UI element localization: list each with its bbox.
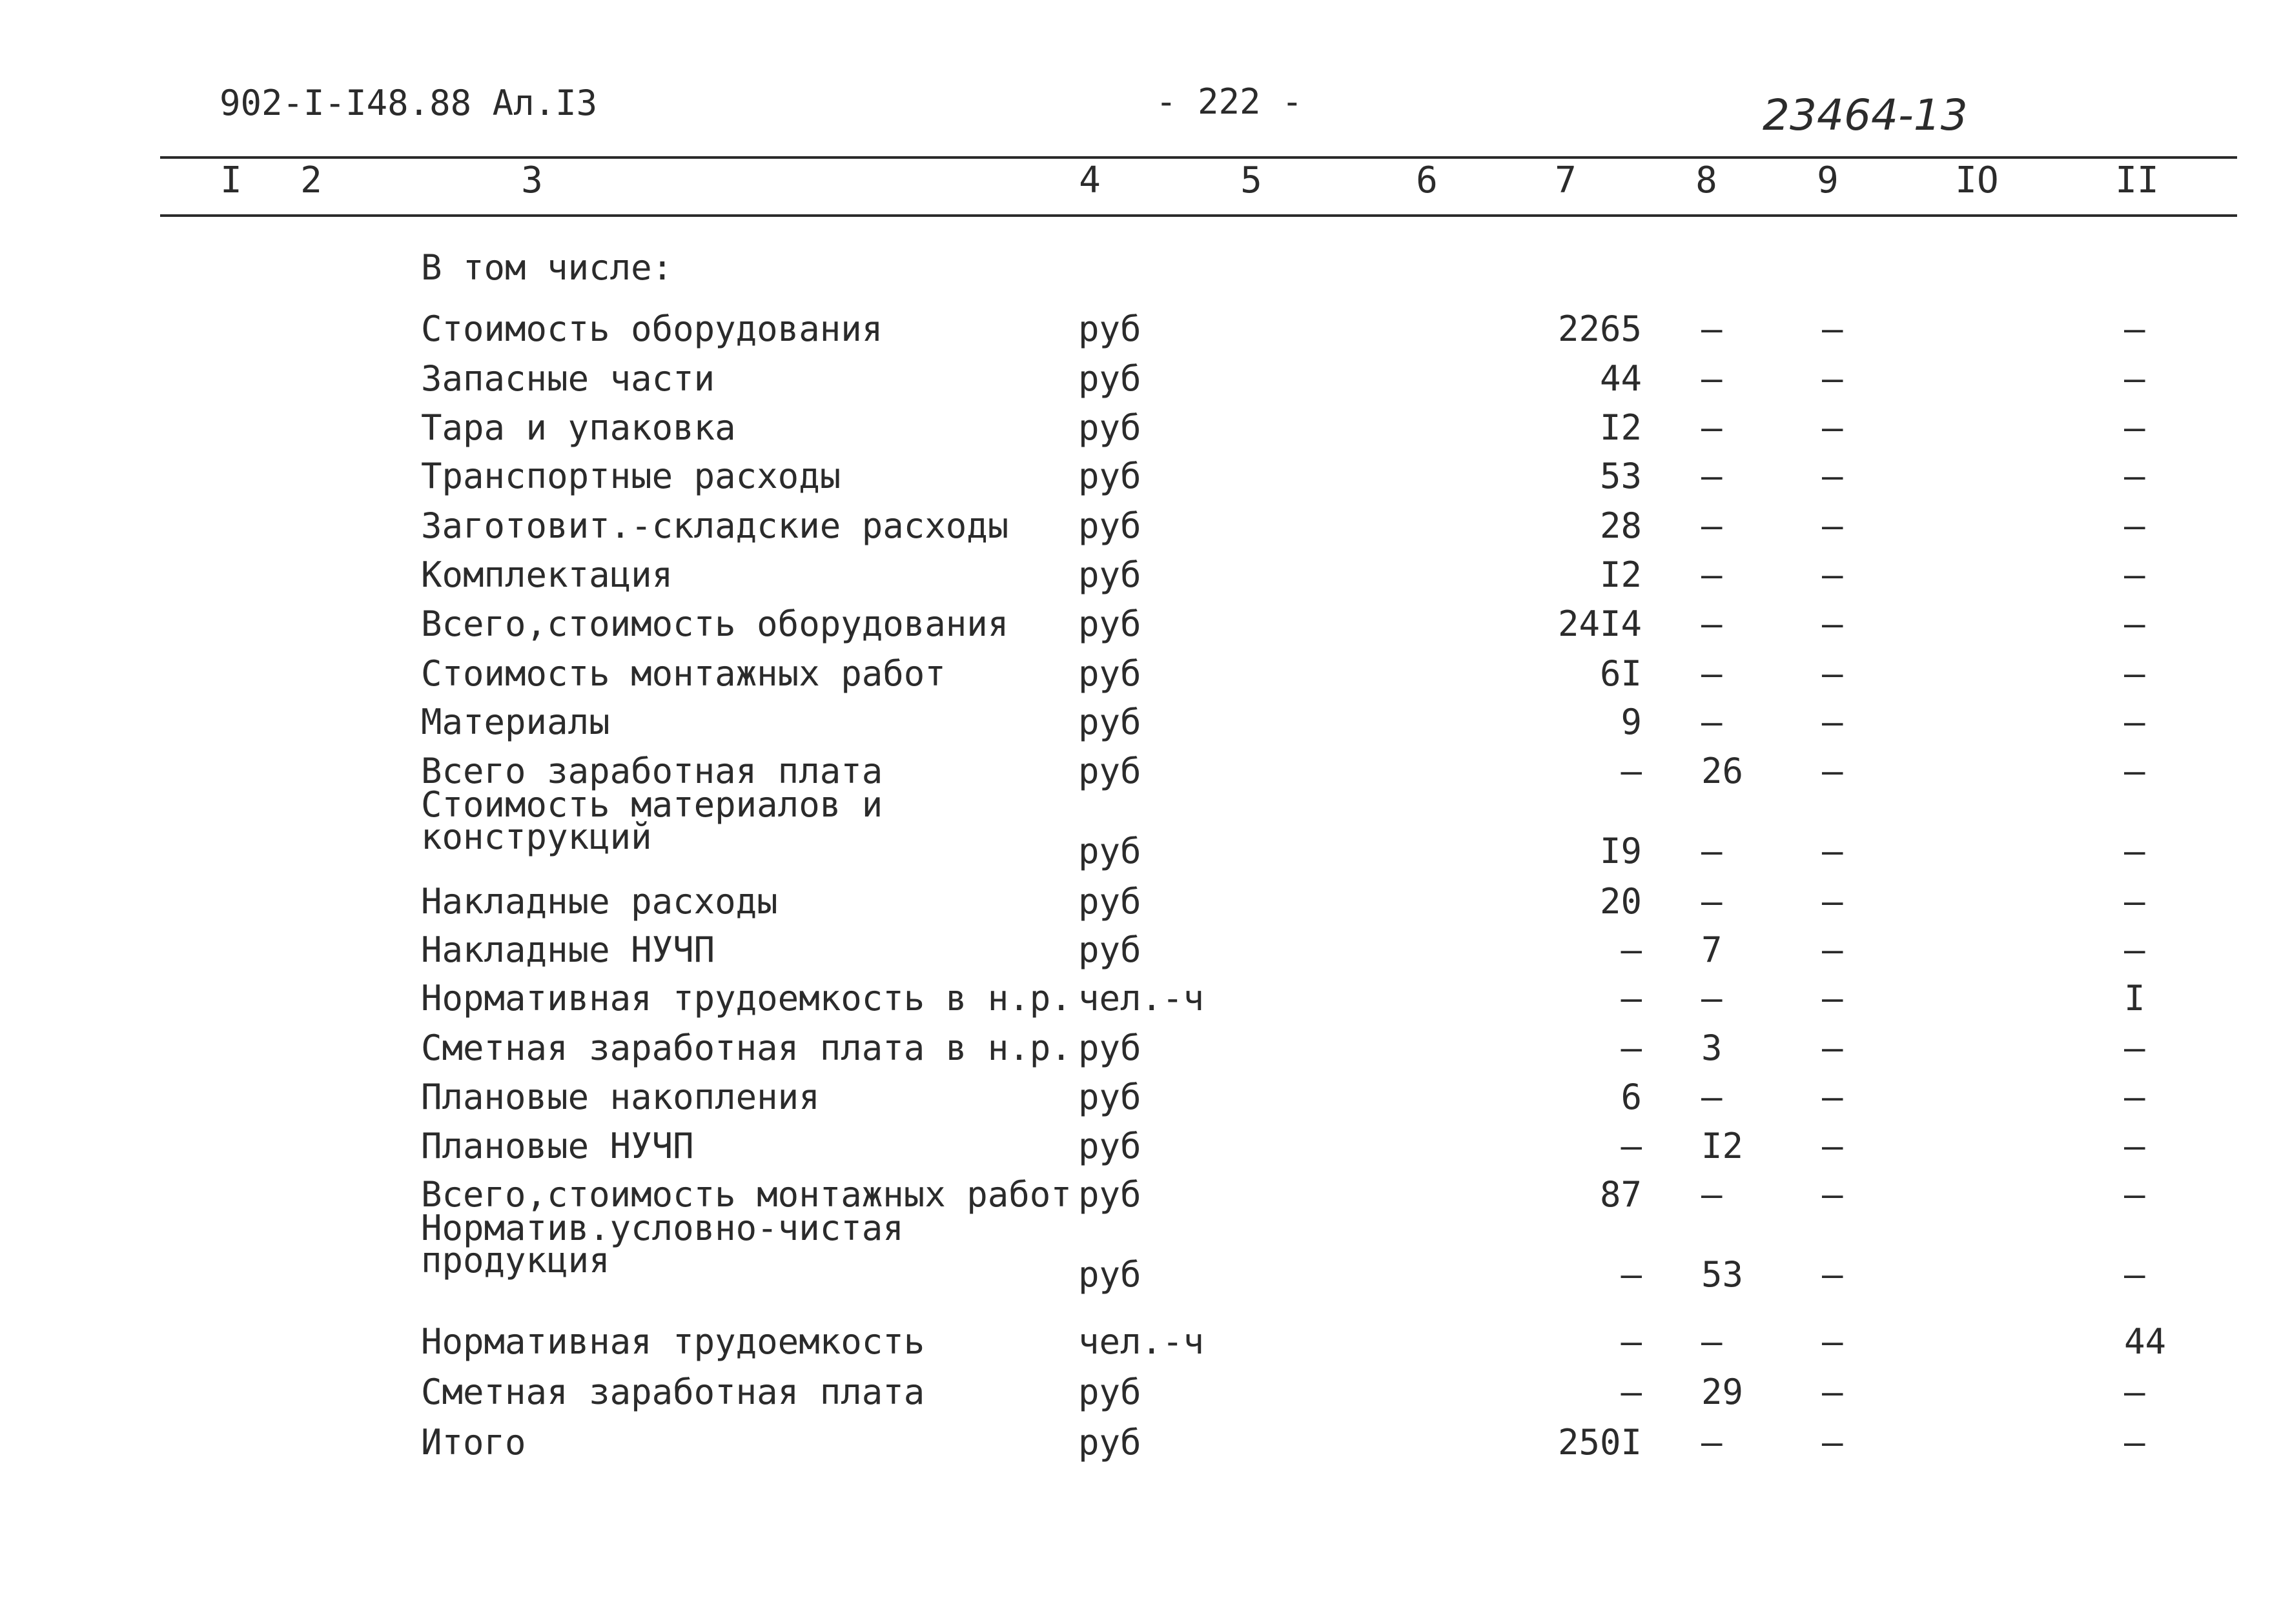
- row-unit: руб: [1078, 1372, 1141, 1412]
- row-unit: руб: [1078, 702, 1141, 742]
- row-col11-value: –: [2124, 309, 2145, 349]
- row-col7-value: –: [1621, 1372, 1642, 1412]
- row-col9-value: –: [1822, 1028, 1843, 1068]
- column-number: 8: [1695, 159, 1717, 201]
- row-col7-value: 53: [1599, 456, 1642, 496]
- row-name: Плановые накопления: [421, 1077, 820, 1117]
- row-col8-value: –: [1701, 1422, 1723, 1463]
- document-code: 902-I-I48.88 Ал.I3: [220, 83, 598, 123]
- row-col9-value: –: [1822, 456, 1843, 496]
- row-col8-value: –: [1701, 1174, 1723, 1215]
- row-name-continued: конструкций: [421, 817, 652, 857]
- row-col7-value: 28: [1599, 505, 1642, 546]
- row-col8-value: 29: [1701, 1372, 1744, 1412]
- row-col11-value: –: [2124, 831, 2145, 871]
- row-name: Запасные части: [421, 358, 715, 399]
- row-col11-value: –: [2124, 1174, 2145, 1215]
- row-name: Всего заработная плата: [421, 751, 883, 791]
- row-col9-value: –: [1822, 1174, 1843, 1215]
- row-name: Материалы: [421, 702, 610, 742]
- row-name: Тара и упаковка: [421, 407, 736, 448]
- page-number: - 222 -: [1156, 81, 1303, 122]
- row-col11-value: 44: [2124, 1321, 2167, 1362]
- row-name: Всего,стоимость оборудования: [421, 604, 1009, 644]
- row-col11-value: –: [2124, 1422, 2145, 1463]
- row-col8-value: –: [1701, 358, 1723, 399]
- row-col8-value: 26: [1701, 751, 1744, 791]
- row-col7-value: –: [1621, 1321, 1642, 1362]
- row-col11-value: –: [2124, 456, 2145, 496]
- row-col8-value: –: [1701, 604, 1723, 644]
- row-unit: руб: [1078, 881, 1141, 922]
- row-unit: руб: [1078, 505, 1141, 546]
- row-col11-value: –: [2124, 702, 2145, 742]
- row-col9-value: –: [1822, 505, 1843, 546]
- row-col11-value: –: [2124, 407, 2145, 448]
- row-col9-value: –: [1822, 1254, 1843, 1295]
- column-number: 7: [1555, 159, 1577, 201]
- column-number: 9: [1817, 159, 1839, 201]
- row-unit: руб: [1078, 407, 1141, 448]
- row-col7-value: –: [1621, 1028, 1642, 1068]
- row-col8-value: –: [1701, 505, 1723, 546]
- row-col7-value: I2: [1599, 554, 1642, 595]
- row-col9-value: –: [1822, 309, 1843, 349]
- row-unit: руб: [1078, 1422, 1141, 1463]
- row-name: Комплектация: [421, 554, 673, 595]
- column-number: I: [220, 159, 242, 201]
- row-unit: руб: [1078, 1126, 1141, 1166]
- row-col7-value: –: [1621, 978, 1642, 1019]
- row-col7-value: –: [1621, 1126, 1642, 1166]
- row-unit: руб: [1078, 1077, 1141, 1117]
- row-name: Сметная заработная плата: [421, 1372, 925, 1412]
- column-number: 4: [1079, 159, 1101, 201]
- row-col11-value: –: [2124, 1126, 2145, 1166]
- row-col9-value: –: [1822, 1422, 1843, 1463]
- row-name: Стоимость материалов и: [421, 784, 883, 825]
- row-col11-value: –: [2124, 881, 2145, 922]
- row-col7-value: –: [1621, 751, 1642, 791]
- row-unit: чел.-ч: [1078, 978, 1205, 1019]
- row-col8-value: –: [1701, 407, 1723, 448]
- row-name: Нормативная трудоемкость в н.р.: [421, 978, 1072, 1019]
- row-unit: руб: [1078, 1028, 1141, 1068]
- row-name: Накладные расходы: [421, 881, 778, 922]
- column-number: 3: [521, 159, 543, 201]
- row-col11-value: –: [2124, 1028, 2145, 1068]
- row-name: Заготовит.-складские расходы: [421, 505, 1009, 546]
- row-col8-value: –: [1701, 831, 1723, 871]
- row-unit: руб: [1078, 604, 1141, 644]
- row-unit: руб: [1078, 309, 1141, 349]
- row-col9-value: –: [1822, 978, 1843, 1019]
- row-unit: чел.-ч: [1078, 1321, 1205, 1362]
- column-number: IO: [1955, 159, 1999, 201]
- row-name: Нормативная трудоемкость: [421, 1321, 925, 1362]
- row-col8-value: –: [1701, 456, 1723, 496]
- row-unit: руб: [1078, 358, 1141, 399]
- row-col9-value: –: [1822, 1126, 1843, 1166]
- row-col9-value: –: [1822, 1321, 1843, 1362]
- row-col8-value: –: [1701, 1077, 1723, 1117]
- row-col8-value: –: [1701, 881, 1723, 922]
- row-unit: руб: [1078, 554, 1141, 595]
- row-col9-value: –: [1822, 604, 1843, 644]
- row-unit: руб: [1078, 1254, 1141, 1295]
- column-number: 2: [300, 159, 322, 201]
- column-number: 6: [1416, 159, 1438, 201]
- row-unit: руб: [1078, 1174, 1141, 1215]
- row-col8-value: –: [1701, 978, 1723, 1019]
- row-name: Сметная заработная плата в н.р.: [421, 1028, 1072, 1068]
- row-col8-value: I2: [1701, 1126, 1744, 1166]
- row-name: Транспортные расходы: [421, 456, 841, 496]
- row-col9-value: –: [1822, 653, 1843, 694]
- row-unit: руб: [1078, 929, 1141, 970]
- row-col9-value: –: [1822, 702, 1843, 742]
- row-col11-value: I: [2124, 978, 2145, 1019]
- column-number: 5: [1240, 159, 1262, 201]
- row-col11-value: –: [2124, 929, 2145, 970]
- row-name-continued: продукция: [421, 1240, 610, 1281]
- row-name: Всего,стоимость монтажных работ: [421, 1174, 1072, 1215]
- row-col11-value: –: [2124, 554, 2145, 595]
- row-col7-value: 24I4: [1557, 604, 1642, 644]
- row-col7-value: I9: [1599, 831, 1642, 871]
- row-col9-value: –: [1822, 1077, 1843, 1117]
- column-number: II: [2115, 159, 2159, 201]
- row-col11-value: –: [2124, 505, 2145, 546]
- row-col7-value: 2265: [1557, 309, 1642, 349]
- row-col7-value: 9: [1621, 702, 1642, 742]
- row-col8-value: 7: [1701, 929, 1723, 970]
- row-unit: руб: [1078, 456, 1141, 496]
- row-col9-value: –: [1822, 407, 1843, 448]
- row-col8-value: –: [1701, 1321, 1723, 1362]
- row-col9-value: –: [1822, 881, 1843, 922]
- handwritten-number: 23464-13: [1763, 90, 1968, 140]
- row-col8-value: –: [1701, 653, 1723, 694]
- row-name: Плановые НУЧП: [421, 1126, 694, 1166]
- row-col11-value: –: [2124, 1372, 2145, 1412]
- row-col9-value: –: [1822, 831, 1843, 871]
- row-col11-value: –: [2124, 604, 2145, 644]
- row-col8-value: –: [1701, 702, 1723, 742]
- row-col8-value: 3: [1701, 1028, 1723, 1068]
- row-col7-value: 87: [1599, 1174, 1642, 1215]
- row-col11-value: –: [2124, 751, 2145, 791]
- row-name: Норматив.условно-чистая: [421, 1208, 904, 1248]
- row-col9-value: –: [1822, 554, 1843, 595]
- row-col8-value: 53: [1701, 1254, 1744, 1295]
- row-col11-value: –: [2124, 1077, 2145, 1117]
- row-unit: руб: [1078, 653, 1141, 694]
- row-name: Итого: [421, 1422, 526, 1463]
- row-col7-value: 6: [1621, 1077, 1642, 1117]
- row-col7-value: 20: [1599, 881, 1642, 922]
- row-col8-value: –: [1701, 554, 1723, 595]
- row-unit: руб: [1078, 751, 1141, 791]
- header-bottom-rule: [160, 214, 2237, 217]
- row-name: Накладные НУЧП: [421, 929, 715, 970]
- section-label: В том числе:: [421, 247, 673, 288]
- row-unit: руб: [1078, 831, 1141, 871]
- row-col11-value: –: [2124, 358, 2145, 399]
- row-col7-value: –: [1621, 1254, 1642, 1295]
- row-col9-value: –: [1822, 751, 1843, 791]
- row-col9-value: –: [1822, 929, 1843, 970]
- row-col7-value: 44: [1599, 358, 1642, 399]
- row-col9-value: –: [1822, 358, 1843, 399]
- row-name: Стоимость монтажных работ: [421, 653, 946, 694]
- row-col7-value: 250I: [1557, 1422, 1642, 1463]
- row-col7-value: –: [1621, 929, 1642, 970]
- row-name: Стоимость оборудования: [421, 309, 883, 349]
- row-col7-value: I2: [1599, 407, 1642, 448]
- row-col9-value: –: [1822, 1372, 1843, 1412]
- row-col7-value: 6I: [1599, 653, 1642, 694]
- row-col11-value: –: [2124, 653, 2145, 694]
- row-col11-value: –: [2124, 1254, 2145, 1295]
- top-rule: [160, 156, 2237, 159]
- row-col8-value: –: [1701, 309, 1723, 349]
